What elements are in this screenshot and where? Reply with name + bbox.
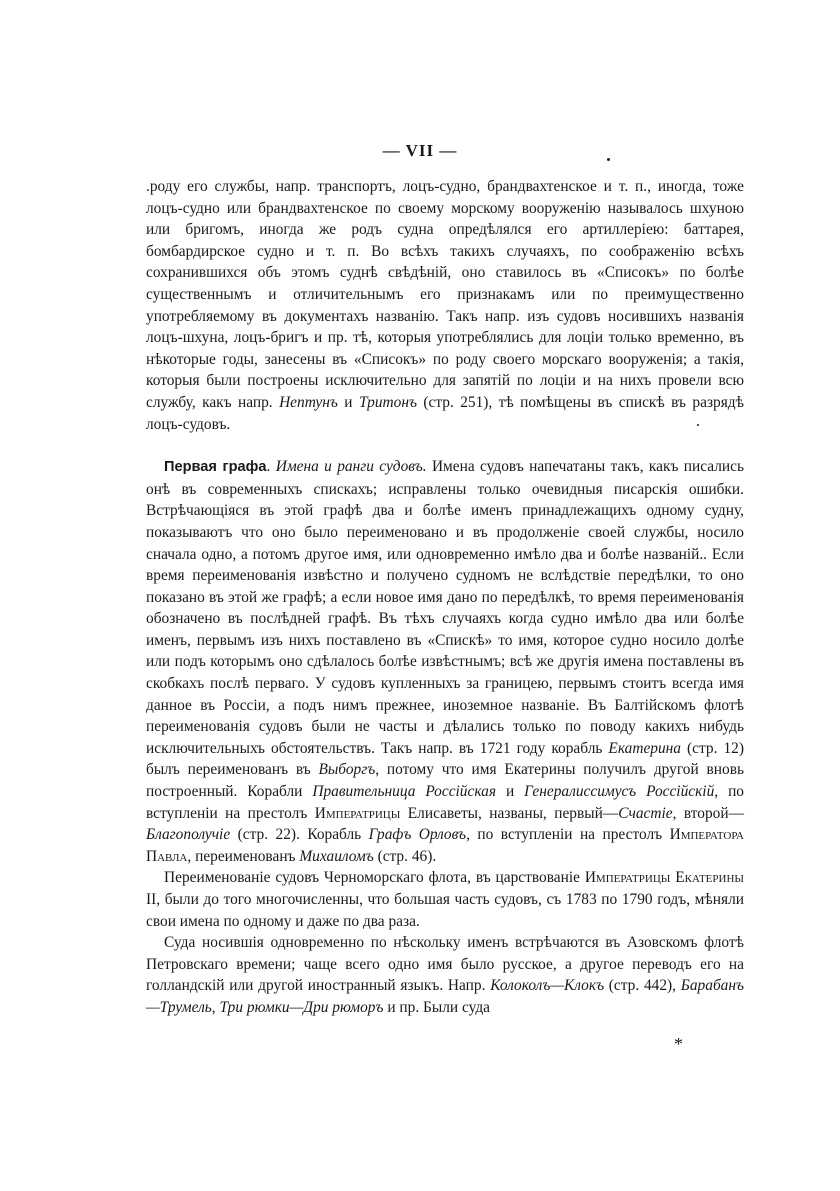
paragraph-3: Переименованіе судовъ Черноморскаго флота, въ царствованіе Императрицы Екатерины II, были до того многочисленны, что большая часть судовъ, съ 1783 по 1790 годъ, мѣняли свои имена по одному и даже по два раза. xyxy=(146,869,744,930)
royal-title: Императрицы Екатерины xyxy=(584,869,744,887)
body-text xyxy=(146,176,744,1019)
ship-name: Графъ Орловъ xyxy=(368,826,467,844)
ship-name: Михаиломъ xyxy=(299,847,374,865)
paragraph-1: .роду его службы, напр. транспортъ, лоцъ-судно, брандвахтенское и т. п., иногда, тоже лоцъ-судно или брандвахтенское по своему морскому вооруженію называлось шхуною или бригомъ, иногда же родъ судна опредѣлялся его артиллеріею: баттарея, бомбардирское судно и т. п. Во всѣхъ такихъ случаяхъ, по соображенію всѣхъ сохранившихся объ этомъ суднѣ свѣдѣній, оно ставилось въ «Списокъ» по болѣе существеннымъ и отличительнымъ его признакамъ или по преимущественно употребляемому въ документахъ названію. Такъ напр. изъ судовъ носившихъ названія лоцъ-шхуна, лоцъ-бригъ и пр. тѣ, которыя употреблялись для лоціи только временно, въ нѣкоторые годы, занесены въ «Списокъ» по роду своего морскаго вооруженія; а такія, которыя были построены исключительно для запятій по лоціи и на нихъ провели всю службу, какъ напр. Нептунъ и Тритонъ (стр. 251), тѣ помѣщены въ спискѣ въ разрядѣ лоцъ-судовъ. xyxy=(146,178,744,433)
ship-name: Счастіе xyxy=(618,804,673,822)
ship-name: Екатерина xyxy=(608,739,682,757)
royal-title: Императрицы xyxy=(314,804,401,822)
ship-name: Генералиссимусъ Россійскій xyxy=(524,783,715,801)
ship-name: Три рюмки—Дри рюморъ xyxy=(219,998,384,1016)
section-heading: Первая графа xyxy=(164,459,267,476)
signature-mark: * xyxy=(674,1034,683,1054)
paragraph-4: Суда носившія одновременно по нѣскольку именъ встрѣчаются въ Азовскомъ флотѣ Петровскаго времени; чаще всего одно имя было русское, а другое переводъ его на голландскій или другой иностранный языкъ. Напр. Колоколъ—Клокъ (стр. 442), Барабанъ—Трумель, Три рюмки—Дри рюморъ и пр. Были суда xyxy=(146,934,745,1016)
ship-name: Тритонъ xyxy=(358,393,417,411)
ship-name: Нептунъ xyxy=(279,393,338,411)
ship-name: Благополучіе xyxy=(146,826,231,844)
ship-name: Барабанъ—Трумель xyxy=(146,977,745,1016)
page-number: — VII — xyxy=(382,141,458,160)
section-subheading: Имена и ранги судовъ. xyxy=(275,458,427,476)
ship-name: Выборгъ xyxy=(318,761,376,779)
ship-name: Колоколъ—Клокъ xyxy=(490,977,605,995)
print-speck xyxy=(607,158,610,161)
ship-name: Правительница Россійская xyxy=(312,783,497,801)
paragraph-2: Первая графа. Имена и ранги судовъ. Имена судовъ напечатаны такъ, какъ писались онѣ въ современныхъ спискахъ; исправлены только очевидныя писарскія ошибки. Встрѣчающіяся въ этой графѣ два и болѣе именъ принадлежащихъ одному судну, показываютъ что оно было переименовано и въ продолженіе своей службы, носило сначала одно, а потомъ другое имя, или одновременно имѣло два и болѣе названій.. Если время переименованія извѣстно и получено судномъ не вслѣдствіе передѣлки, то оно показано въ этой же графѣ; а если новое имя дано по передѣлкѣ, то время переименованія обозначено въ послѣдней графѣ. Въ тѣхъ случаяхъ когда судно имѣло два или болѣе именъ, первымъ изъ нихъ поставлено въ «Спискѣ» то имя, которое судно носило долѣе или подъ которымъ оно сдѣлалось болѣе извѣстнымъ; всѣ же другія имена поставлены въ скобкахъ послѣ перваго. У судовъ купленныхъ за границею, первымъ стоитъ всегда имя данное въ Россіи, а подъ нимъ прежнее, иноземное названіе. Въ Балтійскомъ флотѣ переименованія судовъ были не часты и дѣлались только по поводу какихъ нибудь исключительныхъ обстоятельствъ. Такъ напр. въ 1721 году корабль Екатерина (стр. 12) былъ переименованъ въ Выборгъ, потому что имя Екатерины получилъ другой вновь построенный. Корабли Правительница Россійская и Генералиссимусъ Россійскій, по вступленіи на престолъ Императрицы Елисаветы, названы, первый—Счастіе, второй—Благополучіе (стр. 22). Корабль Графъ Орловъ, по вступленіи на престолъ Императора Павла, переименованъ Михаиломъ (стр. 46). xyxy=(146,458,744,865)
royal-title: Императора Павла xyxy=(146,826,744,865)
